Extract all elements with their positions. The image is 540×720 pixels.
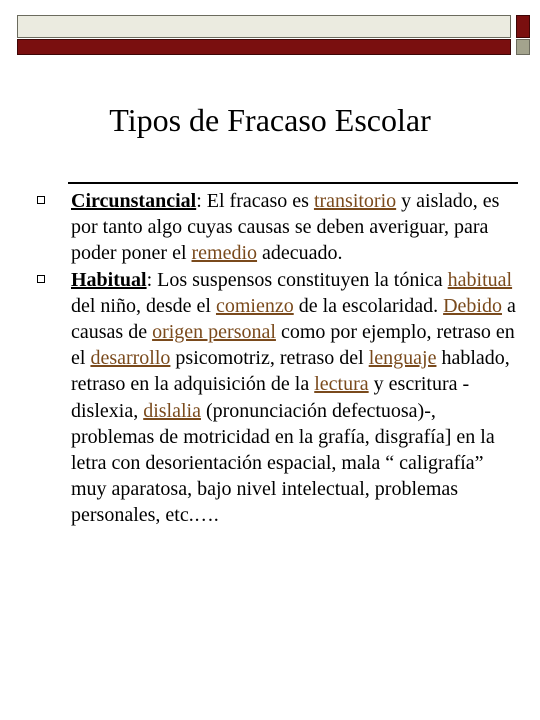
link-transitorio[interactable]: transitorio (313, 190, 397, 212)
title-divider (68, 182, 518, 184)
item-text: adecuado. (257, 242, 343, 265)
link-lectura[interactable]: lectura (314, 373, 369, 396)
link-lenguaje[interactable]: lenguaje (368, 347, 437, 370)
bullet-list (71, 188, 523, 529)
bullet-item-habitual (71, 267, 523, 529)
item-text: : El fracaso es (196, 190, 314, 212)
item-text: y escritura -dislexia, (71, 373, 470, 422)
link-dislalia[interactable]: dislalia (143, 399, 201, 422)
bullet-item-circunstancial (71, 188, 523, 267)
link-habitual[interactable]: habitual (447, 268, 513, 291)
header-band-top (17, 15, 511, 38)
item-text: como por ejemplo, retraso en el (71, 321, 515, 370)
item-text: de la escolaridad. (293, 294, 444, 317)
term-habitual: Habitual (71, 268, 147, 291)
item-text: hablado, retraso en la adquisición de la (71, 347, 510, 396)
link-origen-personal[interactable]: origen personal (152, 321, 276, 344)
link-desarrollo[interactable]: desarrollo (90, 347, 171, 370)
term-circunstancial: Circunstancial (71, 190, 197, 212)
item-text: : Los suspensos constituyen la tónica (146, 268, 448, 291)
link-comienzo[interactable]: comienzo (215, 294, 294, 317)
header-band-bottom (17, 39, 511, 55)
item-text: del niño, desde el (71, 294, 216, 317)
header-square-bottom (516, 39, 530, 55)
item-text: (pronunciación defectuosa)-, problemas de motricidad en la grafía, disgrafía] en la letra con desorientación espacial, mala “ caligrafía” muy aparatosa, bajo nivel intelectual, problemas personales, etc.…. (71, 399, 495, 527)
item-text: y aislado, es por tanto algo cuyas causas se deben averiguar, para poder poner el (71, 190, 500, 265)
item-text: a causas de (71, 294, 516, 344)
link-remedio[interactable]: remedio (191, 242, 258, 265)
header-square-top (516, 15, 530, 38)
hollow-square-bullet-icon (37, 275, 45, 283)
slide-title: Tipos de Fracaso Escolar (109, 102, 431, 138)
item-text: psicomotriz, retraso del (170, 347, 369, 370)
link-debido[interactable]: Debido (443, 294, 502, 317)
hollow-square-bullet-icon (37, 196, 45, 204)
